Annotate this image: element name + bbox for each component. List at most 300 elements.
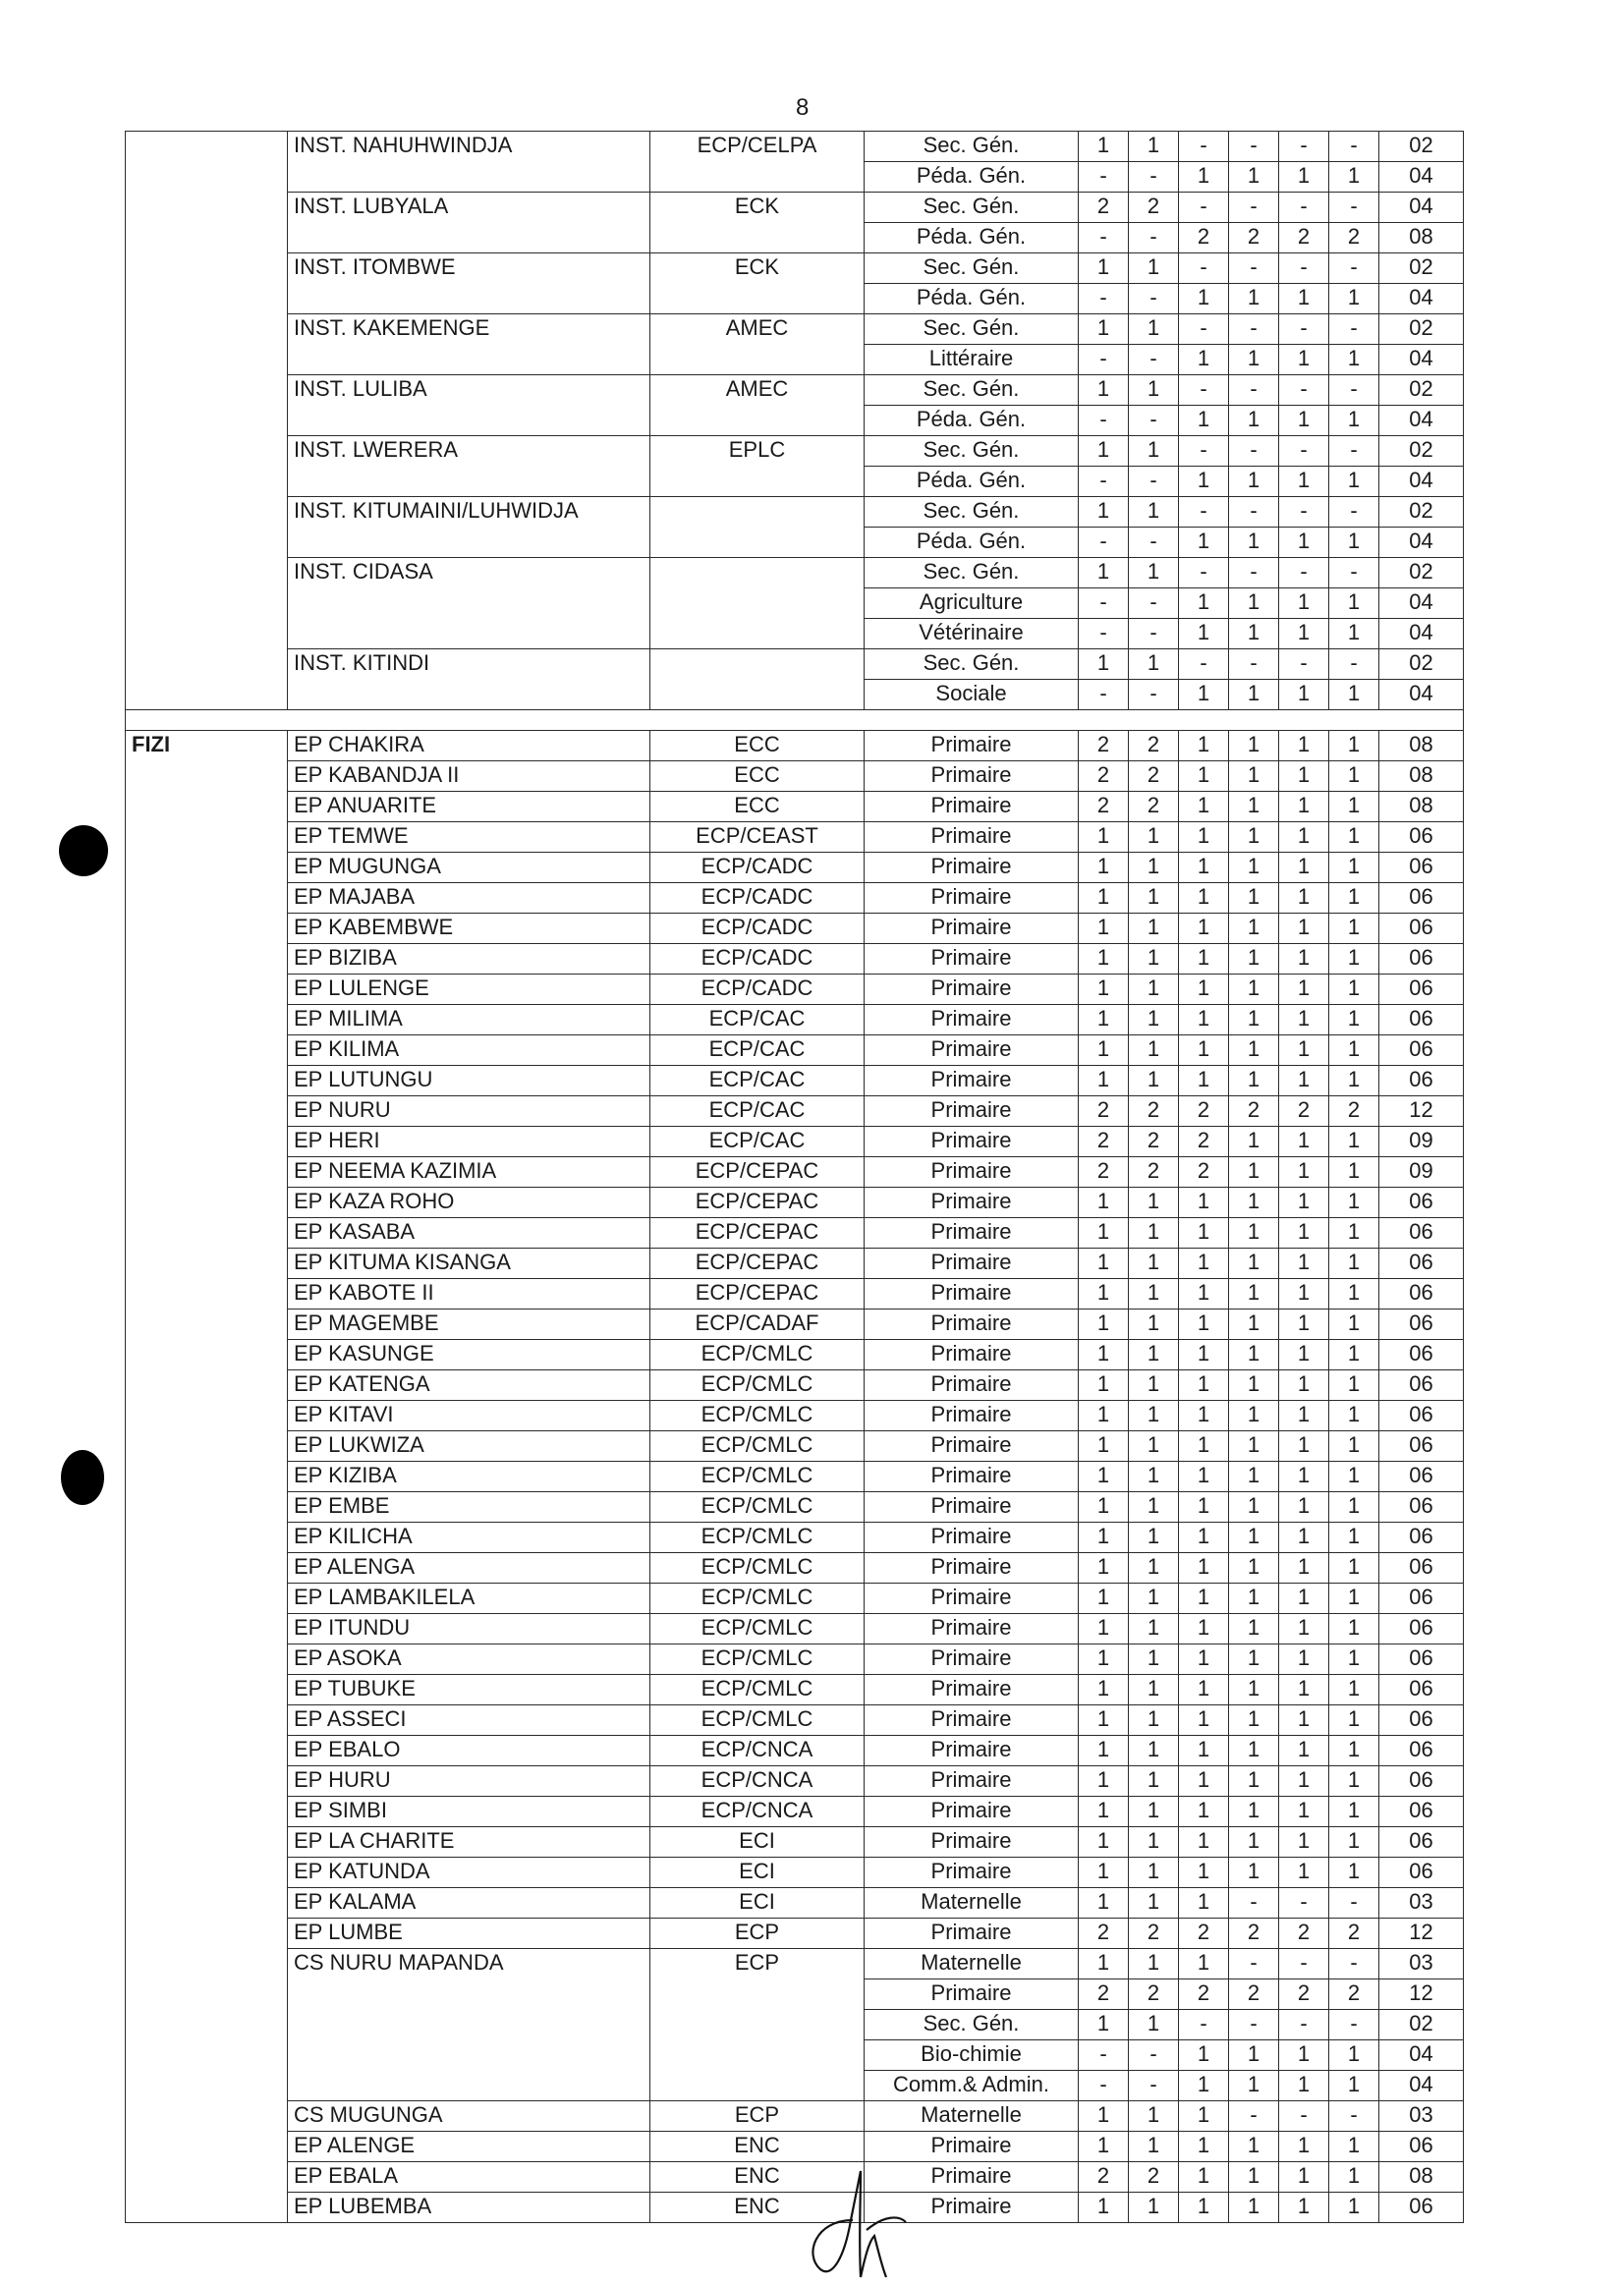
count-cell: -	[1179, 193, 1229, 223]
count-cell: 1	[1129, 1766, 1179, 1797]
count-cell: 1	[1079, 1431, 1129, 1462]
count-cell: 1	[1279, 1858, 1329, 1888]
separator-row	[126, 710, 1464, 731]
org-code: ECP/CMLC	[650, 1644, 865, 1675]
count-cell: 1	[1229, 1157, 1279, 1188]
section-type: Primaire	[865, 1675, 1079, 1705]
count-cell: 1	[1079, 1644, 1129, 1675]
count-cell: -	[1079, 162, 1129, 193]
count-cell: -	[1079, 2071, 1129, 2101]
count-cell: 2	[1329, 1979, 1379, 2010]
count-cell: 1	[1129, 436, 1179, 467]
org-code: ECI	[650, 1827, 865, 1858]
count-cell: 1	[1179, 1005, 1229, 1035]
count-cell: 1	[1079, 1797, 1129, 1827]
count-cell: 1	[1179, 2193, 1229, 2223]
org-code: ECP/CEPAC	[650, 1279, 865, 1310]
org-code: ECP/CELPA	[650, 132, 865, 193]
count-cell: 1	[1129, 2132, 1179, 2162]
count-cell: 1	[1229, 853, 1279, 883]
count-cell: 1	[1079, 1279, 1129, 1310]
table-row	[126, 1218, 1464, 1249]
table-row	[126, 792, 1464, 822]
count-cell: 2	[1229, 1096, 1279, 1127]
school-name: EP EBALO	[288, 1736, 650, 1766]
count-cell: 1	[1079, 1766, 1129, 1797]
org-code	[650, 649, 865, 710]
count-cell: 1	[1179, 792, 1229, 822]
count-cell: 1	[1079, 253, 1129, 284]
count-cell: 1	[1179, 1614, 1229, 1644]
section-type: Sec. Gén.	[865, 436, 1079, 467]
total-cell: 04	[1379, 345, 1464, 375]
table-row	[126, 761, 1464, 792]
count-cell: 1	[1129, 1401, 1179, 1431]
section-type: Vétérinaire	[865, 619, 1079, 649]
count-cell: 2	[1079, 2162, 1129, 2193]
org-code: ECC	[650, 731, 865, 761]
count-cell: 1	[1229, 2132, 1279, 2162]
count-cell: -	[1279, 649, 1329, 680]
section-type: Sec. Gén.	[865, 193, 1079, 223]
count-cell: 2	[1229, 1979, 1279, 2010]
table-row	[126, 914, 1464, 944]
school-name: EP KATUNDA	[288, 1858, 650, 1888]
school-name: EP LULENGE	[288, 975, 650, 1005]
count-cell: 1	[1279, 975, 1329, 1005]
count-cell: 1	[1129, 1675, 1179, 1705]
count-cell: 1	[1229, 944, 1279, 975]
count-cell: 1	[1329, 588, 1379, 619]
count-cell: 1	[1179, 588, 1229, 619]
count-cell: 1	[1179, 1797, 1229, 1827]
count-cell: 1	[1079, 132, 1129, 162]
count-cell: 1	[1329, 1370, 1379, 1401]
count-cell: 2	[1229, 1919, 1279, 1949]
section-type: Sec. Gén.	[865, 2010, 1079, 2040]
count-cell: 1	[1329, 1249, 1379, 1279]
count-cell: 1	[1129, 1523, 1179, 1553]
count-cell: 1	[1129, 822, 1179, 853]
section-type: Primaire	[865, 1979, 1079, 2010]
section-type: Sec. Gén.	[865, 497, 1079, 528]
count-cell: 1	[1329, 914, 1379, 944]
table-row	[126, 1827, 1464, 1858]
count-cell: 1	[1129, 883, 1179, 914]
ink-mark-upper	[59, 825, 108, 876]
school-name: EP LAMBAKILELA	[288, 1584, 650, 1614]
org-code: ECC	[650, 792, 865, 822]
total-cell: 06	[1379, 883, 1464, 914]
count-cell: 1	[1179, 883, 1229, 914]
table-row	[126, 1797, 1464, 1827]
count-cell: 1	[1329, 1614, 1379, 1644]
count-cell: 1	[1079, 1827, 1129, 1858]
count-cell: 1	[1329, 1705, 1379, 1736]
school-name: EP LUBEMBA	[288, 2193, 650, 2223]
org-code: ECP/CAC	[650, 1127, 865, 1157]
org-code: ECP	[650, 1919, 865, 1949]
table-row	[126, 1858, 1464, 1888]
school-name: EP KABOTE II	[288, 1279, 650, 1310]
count-cell: 1	[1279, 2071, 1329, 2101]
count-cell: 1	[1279, 1431, 1329, 1462]
count-cell: 1	[1079, 2193, 1129, 2223]
section-type: Primaire	[865, 1096, 1079, 1127]
section-type: Primaire	[865, 2132, 1079, 2162]
count-cell: 1	[1129, 1279, 1179, 1310]
table-row	[126, 1888, 1464, 1919]
schools-table	[125, 131, 1464, 2223]
table-row	[126, 853, 1464, 883]
count-cell: 1	[1179, 1492, 1229, 1523]
count-cell: 1	[1279, 853, 1329, 883]
org-code: ECP/CMLC	[650, 1431, 865, 1462]
section-type: Primaire	[865, 1188, 1079, 1218]
count-cell: 1	[1329, 883, 1379, 914]
section-type: Primaire	[865, 1035, 1079, 1066]
count-cell: -	[1279, 1888, 1329, 1919]
count-cell: -	[1279, 132, 1329, 162]
school-name: INST. KITUMAINI/LUHWIDJA	[288, 497, 650, 558]
total-cell: 02	[1379, 497, 1464, 528]
table-row	[126, 2132, 1464, 2162]
count-cell: 1	[1179, 1188, 1229, 1218]
count-cell: 1	[1179, 1035, 1229, 1066]
school-name: EP TUBUKE	[288, 1675, 650, 1705]
count-cell: 1	[1079, 1888, 1129, 1919]
count-cell: 1	[1229, 2040, 1279, 2071]
count-cell: -	[1129, 588, 1179, 619]
count-cell: 1	[1179, 1462, 1229, 1492]
count-cell: 1	[1279, 1370, 1329, 1401]
count-cell: 1	[1179, 1279, 1229, 1310]
count-cell: -	[1129, 528, 1179, 558]
count-cell: 1	[1279, 1401, 1329, 1431]
total-cell: 02	[1379, 558, 1464, 588]
school-name: EP KASUNGE	[288, 1340, 650, 1370]
count-cell: 1	[1079, 1949, 1129, 1979]
count-cell: 1	[1179, 1766, 1229, 1797]
count-cell: -	[1329, 558, 1379, 588]
count-cell: -	[1229, 1949, 1279, 1979]
count-cell: 1	[1229, 467, 1279, 497]
count-cell: 1	[1079, 1675, 1129, 1705]
org-code: ECP/CMLC	[650, 1340, 865, 1370]
count-cell: 1	[1229, 1340, 1279, 1370]
separator-cell	[126, 710, 1464, 731]
count-cell: -	[1129, 345, 1179, 375]
count-cell: -	[1229, 1888, 1279, 1919]
count-cell: 1	[1179, 2071, 1229, 2101]
count-cell: 1	[1279, 1492, 1329, 1523]
org-code: ECP/CAC	[650, 1035, 865, 1066]
count-cell: 2	[1179, 1979, 1229, 2010]
table-row	[126, 1675, 1464, 1705]
org-code	[650, 558, 865, 649]
count-cell: 1	[1229, 1401, 1279, 1431]
count-cell: 1	[1229, 883, 1279, 914]
table-row	[126, 975, 1464, 1005]
total-cell: 02	[1379, 253, 1464, 284]
table-row	[126, 2101, 1464, 2132]
count-cell: 1	[1079, 375, 1129, 406]
count-cell: 1	[1229, 1370, 1279, 1401]
count-cell: 1	[1079, 649, 1129, 680]
count-cell: 1	[1129, 2010, 1179, 2040]
table-row	[126, 1066, 1464, 1096]
count-cell: 1	[1279, 1035, 1329, 1066]
school-name: EP ALENGE	[288, 2132, 650, 2162]
count-cell: 1	[1329, 345, 1379, 375]
count-cell: -	[1179, 649, 1229, 680]
count-cell: 1	[1129, 497, 1179, 528]
count-cell: -	[1079, 2040, 1129, 2071]
count-cell: 1	[1079, 1492, 1129, 1523]
count-cell: -	[1329, 314, 1379, 345]
count-cell: 1	[1229, 822, 1279, 853]
school-name: EP KITUMA KISANGA	[288, 1249, 650, 1279]
count-cell: 1	[1329, 1858, 1379, 1888]
count-cell: 1	[1229, 1675, 1279, 1705]
school-name: EP NURU	[288, 1096, 650, 1127]
table-row	[126, 1492, 1464, 1523]
section-type: Sec. Gén.	[865, 253, 1079, 284]
school-name: EP TEMWE	[288, 822, 650, 853]
count-cell: 1	[1079, 883, 1129, 914]
count-cell: 1	[1279, 883, 1329, 914]
table-row	[126, 253, 1464, 284]
total-cell: 06	[1379, 1401, 1464, 1431]
count-cell: 2	[1079, 1127, 1129, 1157]
count-cell: 2	[1129, 1979, 1179, 2010]
count-cell: 1	[1129, 253, 1179, 284]
count-cell: 2	[1079, 1979, 1129, 2010]
count-cell: 1	[1079, 853, 1129, 883]
count-cell: -	[1329, 497, 1379, 528]
org-code: ECP/CEPAC	[650, 1188, 865, 1218]
count-cell: -	[1329, 649, 1379, 680]
total-cell: 02	[1379, 649, 1464, 680]
count-cell: 1	[1329, 792, 1379, 822]
district-cell: FIZI	[126, 731, 288, 2223]
count-cell: 1	[1079, 2010, 1129, 2040]
org-code: ECP/CEPAC	[650, 1157, 865, 1188]
count-cell: 1	[1229, 1705, 1279, 1736]
count-cell: -	[1279, 1949, 1329, 1979]
count-cell: 1	[1229, 528, 1279, 558]
count-cell: 1	[1079, 914, 1129, 944]
count-cell: 1	[1329, 467, 1379, 497]
org-code: ECP/CADC	[650, 944, 865, 975]
count-cell: 1	[1129, 853, 1179, 883]
school-name: EP ITUNDU	[288, 1614, 650, 1644]
section-type: Primaire	[865, 1370, 1079, 1401]
count-cell: 1	[1129, 975, 1179, 1005]
count-cell: 1	[1079, 944, 1129, 975]
school-name: EP KILIMA	[288, 1035, 650, 1066]
count-cell: -	[1279, 193, 1329, 223]
count-cell: 1	[1329, 1766, 1379, 1797]
count-cell: -	[1079, 528, 1129, 558]
count-cell: 1	[1129, 1066, 1179, 1096]
count-cell: 1	[1179, 2101, 1229, 2132]
school-name: EP LUKWIZA	[288, 1431, 650, 1462]
count-cell: 1	[1329, 1188, 1379, 1218]
count-cell: -	[1279, 253, 1329, 284]
total-cell: 03	[1379, 1888, 1464, 1919]
count-cell: -	[1179, 497, 1229, 528]
count-cell: 1	[1129, 314, 1179, 345]
org-code: ECP/CMLC	[650, 1614, 865, 1644]
total-cell: 04	[1379, 619, 1464, 649]
table-row	[126, 1949, 1464, 1979]
count-cell: 1	[1129, 1462, 1179, 1492]
count-cell: 1	[1129, 1949, 1179, 1979]
table-row	[126, 497, 1464, 528]
count-cell: 1	[1179, 1736, 1229, 1766]
count-cell: -	[1279, 375, 1329, 406]
table-row	[126, 558, 1464, 588]
table-row	[126, 1340, 1464, 1370]
total-cell: 06	[1379, 822, 1464, 853]
count-cell: 1	[1179, 761, 1229, 792]
count-cell: 1	[1279, 2132, 1329, 2162]
org-code: ECP/CNCA	[650, 1766, 865, 1797]
count-cell: 1	[1229, 1249, 1279, 1279]
count-cell: 1	[1129, 1005, 1179, 1035]
school-name: EP BIZIBA	[288, 944, 650, 975]
section-type: Primaire	[865, 1401, 1079, 1431]
count-cell: 1	[1179, 2132, 1229, 2162]
section-type: Primaire	[865, 1157, 1079, 1188]
table-row	[126, 1127, 1464, 1157]
section-type: Sec. Gén.	[865, 558, 1079, 588]
count-cell: 1	[1079, 436, 1129, 467]
section-type: Péda. Gén.	[865, 406, 1079, 436]
count-cell: 1	[1329, 1035, 1379, 1066]
count-cell: 2	[1129, 193, 1179, 223]
count-cell: -	[1129, 2071, 1179, 2101]
total-cell: 06	[1379, 1005, 1464, 1035]
section-type: Agriculture	[865, 588, 1079, 619]
count-cell: 1	[1129, 914, 1179, 944]
count-cell: 1	[1079, 1858, 1129, 1888]
count-cell: 1	[1179, 1705, 1229, 1736]
org-code: ECP/CMLC	[650, 1492, 865, 1523]
total-cell: 03	[1379, 1949, 1464, 1979]
total-cell: 04	[1379, 162, 1464, 193]
count-cell: 1	[1279, 1827, 1329, 1858]
org-code: ECI	[650, 1888, 865, 1919]
org-code: ECP/CADC	[650, 975, 865, 1005]
total-cell: 02	[1379, 375, 1464, 406]
org-code: ECP/CAC	[650, 1096, 865, 1127]
section-type: Primaire	[865, 731, 1079, 761]
org-code: AMEC	[650, 375, 865, 436]
section-type: Comm.& Admin.	[865, 2071, 1079, 2101]
count-cell: 2	[1129, 792, 1179, 822]
count-cell: 1	[1129, 1249, 1179, 1279]
count-cell: 1	[1229, 1553, 1279, 1584]
count-cell: -	[1079, 588, 1129, 619]
org-code	[650, 497, 865, 558]
count-cell: -	[1329, 1949, 1379, 1979]
count-cell: 1	[1279, 1249, 1329, 1279]
org-code: ECP/CADC	[650, 883, 865, 914]
section-type: Primaire	[865, 883, 1079, 914]
count-cell: 1	[1329, 761, 1379, 792]
count-cell: 1	[1229, 1766, 1279, 1797]
count-cell: 1	[1229, 1005, 1279, 1035]
count-cell: 1	[1179, 1066, 1229, 1096]
total-cell: 08	[1379, 731, 1464, 761]
count-cell: -	[1229, 649, 1279, 680]
count-cell: 1	[1179, 619, 1229, 649]
count-cell: 1	[1129, 1492, 1179, 1523]
count-cell: 1	[1229, 1797, 1279, 1827]
total-cell: 09	[1379, 1127, 1464, 1157]
count-cell: 1	[1179, 1249, 1229, 1279]
count-cell: 1	[1079, 1035, 1129, 1066]
school-name: EP KATENGA	[288, 1370, 650, 1401]
school-name: EP MILIMA	[288, 1005, 650, 1035]
org-code: ECP	[650, 2101, 865, 2132]
count-cell: -	[1229, 558, 1279, 588]
section-type: Primaire	[865, 822, 1079, 853]
school-name: EP HURU	[288, 1766, 650, 1797]
total-cell: 06	[1379, 1340, 1464, 1370]
org-code: ECI	[650, 1858, 865, 1888]
org-code: ECP	[650, 1949, 865, 2101]
count-cell: -	[1329, 2010, 1379, 2040]
count-cell: 1	[1329, 2132, 1379, 2162]
count-cell: 1	[1129, 558, 1179, 588]
count-cell: 1	[1179, 1949, 1229, 1979]
section-type: Maternelle	[865, 1888, 1079, 1919]
count-cell: -	[1079, 680, 1129, 710]
count-cell: -	[1129, 223, 1179, 253]
count-cell: 1	[1329, 731, 1379, 761]
table-row	[126, 314, 1464, 345]
count-cell: 2	[1279, 223, 1329, 253]
section-type: Primaire	[865, 1340, 1079, 1370]
count-cell: 1	[1129, 132, 1179, 162]
count-cell: 1	[1079, 1584, 1129, 1614]
total-cell: 04	[1379, 2040, 1464, 2071]
school-name: EP KILICHA	[288, 1523, 650, 1553]
count-cell: 1	[1229, 1462, 1279, 1492]
count-cell: 1	[1329, 284, 1379, 314]
school-name: EP MAGEMBE	[288, 1310, 650, 1340]
count-cell: 1	[1079, 1218, 1129, 1249]
count-cell: 1	[1329, 853, 1379, 883]
count-cell: 2	[1079, 792, 1129, 822]
total-cell: 06	[1379, 1736, 1464, 1766]
count-cell: 1	[1079, 1736, 1129, 1766]
count-cell: -	[1179, 132, 1229, 162]
count-cell: -	[1229, 253, 1279, 284]
count-cell: 1	[1179, 1858, 1229, 1888]
count-cell: -	[1229, 436, 1279, 467]
org-code: ECP/CMLC	[650, 1584, 865, 1614]
table-row	[126, 132, 1464, 162]
count-cell: 1	[1279, 1705, 1329, 1736]
count-cell: 1	[1179, 1827, 1229, 1858]
count-cell: 2	[1179, 1919, 1229, 1949]
total-cell: 02	[1379, 2010, 1464, 2040]
total-cell: 04	[1379, 406, 1464, 436]
